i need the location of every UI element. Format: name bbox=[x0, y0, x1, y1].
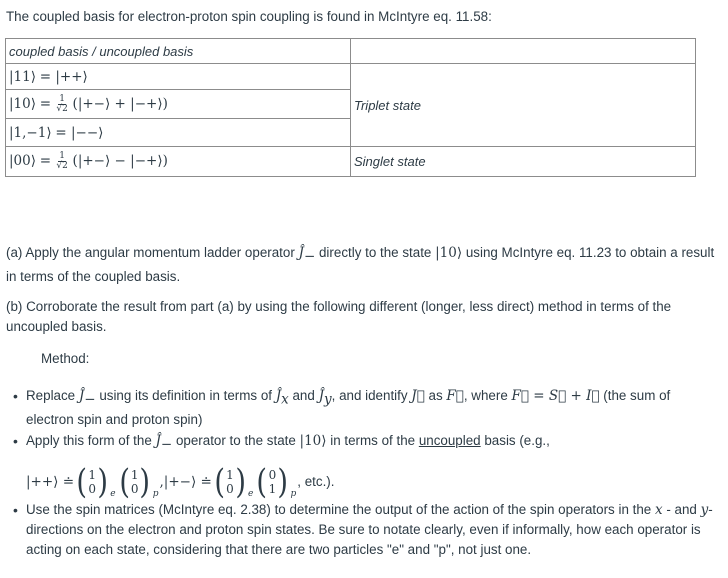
basis-equation: |10⟩ = $\frac{1}{√2}$ (|+−⟩ + |−+⟩) bbox=[6, 90, 351, 119]
table-header-empty-cell bbox=[351, 39, 696, 64]
list-item: • Apply this form of the $Ĵ_-$ operator to the state |10⟩ in terms of the uncoupled basis (e.g., |++⟩ ≐ ( 1 0 ) e ( 1 0 ) p ,|+−⟩ ≐ ( 1 0 ) e ( 0 1 ) p , etc.). bbox=[6, 431, 718, 507]
basis-equation: |11⟩ = |++⟩ bbox=[6, 64, 351, 90]
list-item: • Use the spin matrices (McIntyre eq. 2.38) to determine the output of the action of the spin operators in the x - and y- directions on the electron and proton spin states. Be sure to notate clearly, even if informally, how each operator is acting on each state, considering that there are two particles "e" and "p", not just one. bbox=[13, 502, 713, 557]
list-item: • Replace $Ĵ_-$ using its definition in terms of $Ĵ_x$ and $Ĵ_y$, and identify J⃗ as F⃗, where F⃗ = S⃗ + I⃗ (the sum of electron spin and proton spin) bbox=[13, 388, 671, 427]
uncoupled-ket: |++⟩ bbox=[55, 68, 88, 85]
table-header-row bbox=[6, 39, 696, 64]
coupled-ket: |11⟩ bbox=[9, 68, 36, 85]
uncoupled-underlined: uncoupled bbox=[418, 433, 481, 448]
uncoupled-ket: |−−⟩ bbox=[70, 124, 104, 141]
table-row bbox=[6, 64, 696, 90]
uncoupled-combination: (|+−⟩ − |−+⟩) bbox=[72, 153, 168, 170]
coefficient-fraction: $\frac{1}{√2}$ bbox=[56, 151, 68, 171]
state-ket: |10⟩ bbox=[435, 245, 463, 261]
part-b-paragraph: (b) Corroborate the result from part (a) by using the following different (longer, less direct) method in terms of the uncoupled basis. bbox=[6, 299, 672, 334]
spinor-vector: ( 1 0 ) p bbox=[118, 461, 159, 502]
coupled-ket: |10⟩ bbox=[9, 95, 36, 112]
coupled-ket: |1,−1⟩ bbox=[9, 124, 52, 141]
basis-table bbox=[5, 38, 696, 177]
bullet-icon: • bbox=[13, 433, 18, 449]
method-label: Method: bbox=[41, 351, 90, 366]
singlet-state-label: Singlet state bbox=[351, 147, 696, 177]
spinor-vector: ( 1 0 ) e bbox=[76, 461, 116, 502]
ladder-operator: Ĵ bbox=[298, 245, 304, 261]
uncoupled-combination: (|+−⟩ + |−+⟩) bbox=[72, 95, 168, 112]
spinor-vector: ( 1 0 ) e bbox=[214, 461, 254, 502]
basis-equation: |00⟩ = $\frac{1}{√2}$ (|+−⟩ − |−+⟩) bbox=[6, 147, 351, 177]
intro-text: The coupled basis for electron-proton spin coupling is found in McIntyre eq. 11.58: bbox=[6, 9, 492, 24]
spinor-vector: ( 0 1 ) p bbox=[256, 461, 297, 502]
basis-equation: |1,−1⟩ = |−−⟩ bbox=[6, 119, 351, 147]
coefficient-fraction: $\frac{1}{√2}$ bbox=[56, 93, 68, 114]
example-kets: |++⟩ ≐ ( 1 0 ) e ( 1 0 ) p ,|+−⟩ ≐ ( 1 0 ) e ( 0 1 ) p , etc.). bbox=[26, 461, 335, 502]
bullet-icon: • bbox=[13, 388, 18, 404]
triplet-state-label: Triplet state bbox=[351, 64, 696, 147]
sum-equation: F⃗ = S⃗ + I⃗ bbox=[511, 388, 600, 404]
vector-J: J⃗ bbox=[411, 388, 425, 404]
table-header-cell: coupled basis / uncoupled basis bbox=[6, 39, 351, 64]
bullet-icon: • bbox=[13, 502, 18, 518]
table-row bbox=[6, 147, 696, 177]
coupled-ket: |00⟩ bbox=[9, 153, 36, 170]
vector-F: F⃗ bbox=[446, 388, 464, 404]
part-a-paragraph: (a) Apply the angular momentum ladder operator $Ĵ_-$ directly to the state |10⟩ using McIntyre eq. 11.23 to obtain a result in terms of the coupled basis. bbox=[6, 245, 715, 284]
